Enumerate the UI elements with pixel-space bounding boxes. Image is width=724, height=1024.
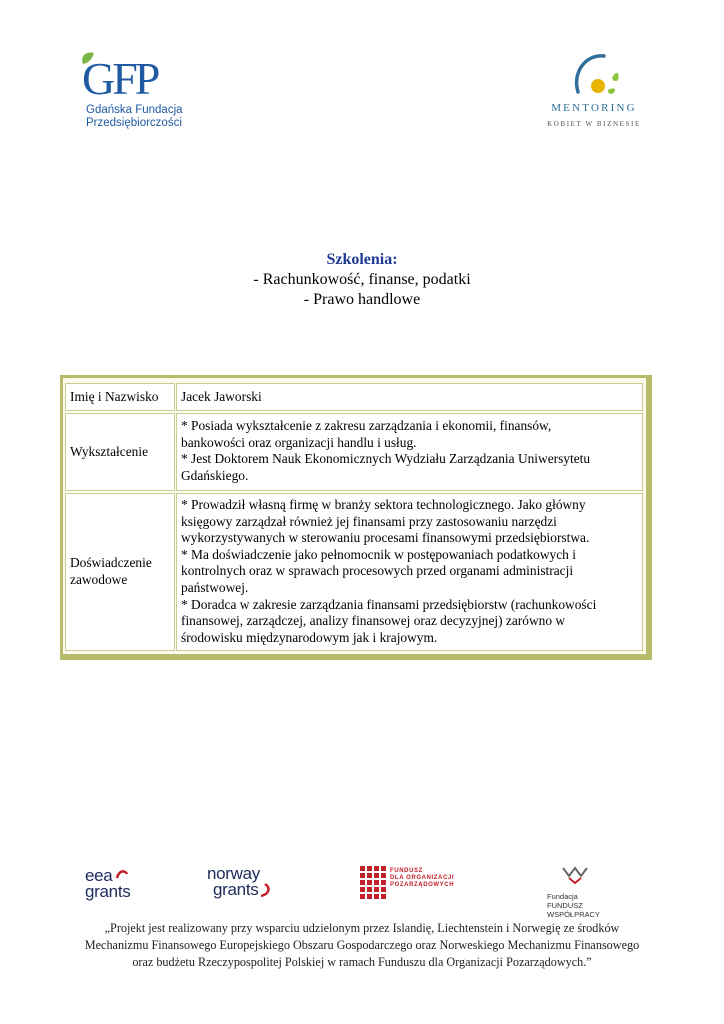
experience-line: * Ma doświadczenie jako pełnomocnik w postępowaniach podatkowych i [181, 546, 576, 562]
fundusz-wspolpracy-logo [545, 866, 625, 919]
norway-grants-logo [207, 866, 277, 908]
label-name [65, 383, 175, 411]
eea-line1: eea [85, 866, 113, 885]
value-experience [176, 493, 643, 651]
fundusz-line3: POZARZĄDOWYCH [390, 882, 455, 888]
label-name-text: Imię i Nazwisko [70, 388, 159, 404]
education-line: Gdańskiego. [181, 467, 249, 483]
education-line: bankowości oraz organizacji handlu i usług. [181, 434, 417, 450]
norway-line2: grants [213, 880, 259, 899]
trainer-table-body [63, 378, 646, 654]
label-experience-line2: zawodowe [70, 572, 128, 587]
experience-line: finansowej, zarządczej, analizy finansowej oraz decyzyjnej) zarówno w [181, 613, 566, 629]
mentoring-subtitle: KOBIET W BIZNESIE [547, 120, 641, 128]
eea-line2: grants [85, 882, 131, 901]
experience-line: środowisku międzynarodowym jak i krajowym. [181, 629, 438, 645]
gfp-leaf-icon [80, 50, 175, 96]
funding-note-line: oraz budżetu Rzeczypospolitej Polskiej w ramach Funduszu dla Organizacji Pozarządowych.” [132, 955, 592, 969]
label-experience [65, 493, 175, 651]
label-experience-line1: Doświadczenie [70, 555, 152, 571]
gfp-name-line1: Gdańska Fundacja [86, 104, 183, 116]
experience-line: * Prowadził własną firmę w branży sektora technologicznego. Jako główny [181, 497, 586, 512]
funding-note-line: Mechanizmu Finansowego Europejskiego Obszaru Gospodarczego oraz Norweskiego Mechanizmu Finansowego [84, 938, 640, 952]
experience-line: państwowej. [181, 579, 249, 595]
fundusz-wspolpracy-line2: FUNDUSZ WSPÓŁPRACY [547, 901, 600, 919]
gfp-logo [80, 50, 183, 135]
eea-grants-logo [85, 868, 145, 908]
education-line: * Jest Doktorem Nauk Ekonomicznych Wydziału Zarządzania Uniwersytetu [181, 451, 591, 467]
trainer-table [60, 375, 652, 660]
experience-line: kontrolnych oraz w sprawach procesowych przed organami administracji [181, 563, 574, 579]
education-line: * Posiada wykształcenie z zakresu zarządzania i ekonomii, finansów, [181, 418, 552, 433]
title-main: Szkolenia: [326, 251, 398, 268]
funding-note [30, 920, 694, 971]
document-title [0, 250, 724, 310]
fundusz-line2: DLA ORGANIZACJI [390, 875, 455, 881]
mentoring-logo [540, 50, 650, 140]
mentoring-title: MENTORING [551, 102, 637, 114]
title-topic-2: - Prawo handlowe [303, 291, 421, 308]
fundusz-dots-icon [360, 866, 386, 902]
label-education-text: Wykształcenie [70, 443, 149, 459]
value-name [176, 383, 643, 411]
fundusz-wspolpracy-icon [561, 866, 589, 884]
experience-line: księgowy zarządzał również jej finansami przy zastosowaniu narzędzi [181, 513, 557, 529]
title-topic-1: - Rachunkowość, finanse, podatki [253, 271, 471, 288]
experience-line: * Doradca w zakresie zarządzania finansami przedsiębiorstw (rachunkowości [181, 596, 597, 612]
mentoring-arc-icon [570, 50, 622, 100]
gfp-letters: GFP [82, 53, 158, 96]
value-education [176, 413, 643, 491]
eea-swirl-icon [115, 868, 129, 882]
norway-swirl-icon [259, 882, 273, 898]
gfp-name-line2: Przedsiębiorczości [86, 117, 182, 129]
fundusz-wspolpracy-line1: Fundacja [547, 892, 578, 901]
experience-line: wykorzystywanych w sterowaniu procesami finansowymi przedsiębiorstwa. [181, 530, 590, 546]
value-name-text: Jacek Jaworski [181, 388, 262, 404]
label-education [65, 413, 175, 491]
norway-line1: norway [207, 864, 261, 883]
fundusz-ngo-logo [360, 866, 460, 906]
fundusz-line1: FUNDUSZ [390, 868, 423, 874]
funding-note-line: „Projekt jest realizowany przy wsparciu udzielonym przez Islandię, Liechtenstein i Norwegię ze środków [104, 921, 620, 935]
